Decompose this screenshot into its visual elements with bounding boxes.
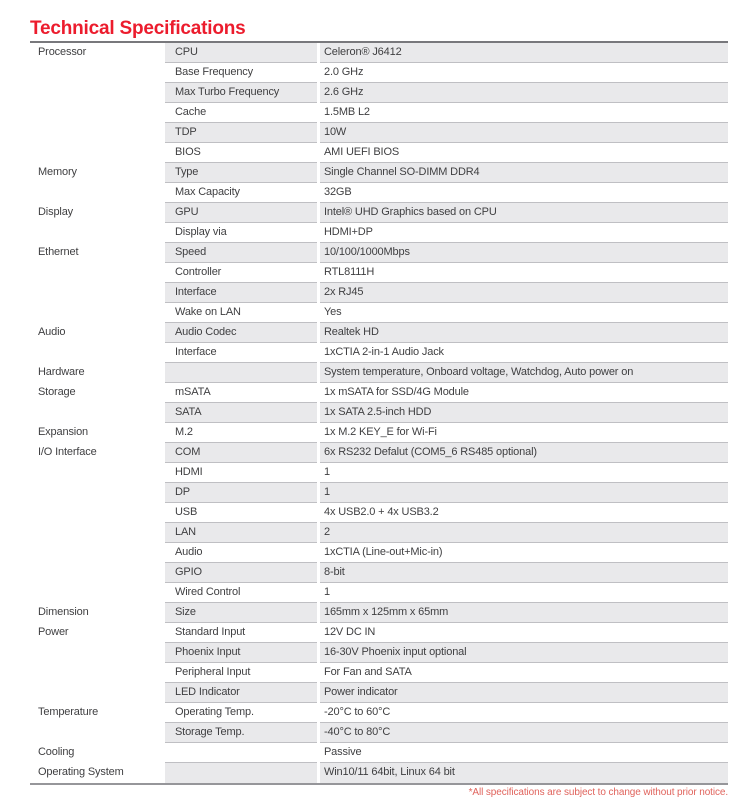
row-category [30,123,165,143]
table-row [30,703,728,723]
table-row [30,63,728,83]
row-category [30,63,165,83]
row-key: Standard Input [165,623,317,643]
row-key: Speed [165,243,317,263]
row-value: 2.0 GHz [320,63,728,83]
row-value: 1x mSATA for SSD/4G Module [320,383,728,403]
row-key: Cache [165,103,317,123]
row-key: Interface [165,343,317,363]
table-row [30,103,728,123]
row-category [30,723,165,743]
table-row [30,223,728,243]
row-key: LAN [165,523,317,543]
table-row [30,403,728,423]
row-value: 1.5MB L2 [320,103,728,123]
row-category: Dimension [30,603,165,623]
row-category: Power [30,623,165,643]
row-value: 12V DC IN [320,623,728,643]
row-value: 1 [320,583,728,603]
table-row [30,603,728,623]
row-key: Base Frequency [165,63,317,83]
row-value: System temperature, Onboard voltage, Watchdog, Auto power on [320,363,728,383]
row-value: Realtek HD [320,323,728,343]
table-row [30,163,728,183]
row-key: Size [165,603,317,623]
row-category [30,143,165,163]
table-row [30,503,728,523]
row-key: Audio [165,543,317,563]
row-value: 32GB [320,183,728,203]
row-category [30,403,165,423]
row-key: Max Turbo Frequency [165,83,317,103]
row-key: Operating Temp. [165,703,317,723]
table-row [30,323,728,343]
row-key: Phoenix Input [165,643,317,663]
row-category [30,343,165,363]
row-value: Win10/11 64bit, Linux 64 bit [320,763,728,783]
row-key: Wired Control [165,583,317,603]
table-row [30,183,728,203]
row-key: GPU [165,203,317,223]
row-key: COM [165,443,317,463]
row-value: Celeron® J6412 [320,43,728,63]
row-value: 1 [320,463,728,483]
row-key: Max Capacity [165,183,317,203]
table-row [30,563,728,583]
row-category: I/O Interface [30,443,165,463]
table-row [30,283,728,303]
table-row [30,543,728,563]
row-key [165,743,317,763]
table-row [30,423,728,443]
table-row [30,83,728,103]
row-key: Interface [165,283,317,303]
table-row [30,243,728,263]
row-key: HDMI [165,463,317,483]
spec-table [30,41,728,785]
row-value: 1xCTIA 2-in-1 Audio Jack [320,343,728,363]
row-category: Storage [30,383,165,403]
table-row [30,483,728,503]
row-category: Display [30,203,165,223]
row-value: 8-bit [320,563,728,583]
row-category [30,543,165,563]
table-row [30,123,728,143]
row-key: Controller [165,263,317,283]
row-key: LED Indicator [165,683,317,703]
row-value: 165mm x 125mm x 65mm [320,603,728,623]
row-category: Temperature [30,703,165,723]
table-row [30,203,728,223]
table-row [30,723,728,743]
row-key: Peripheral Input [165,663,317,683]
row-value: 10W [320,123,728,143]
row-value: 1x M.2 KEY_E for Wi-Fi [320,423,728,443]
table-row [30,763,728,783]
row-category [30,483,165,503]
table-row [30,463,728,483]
row-value: 2 [320,523,728,543]
row-value: Power indicator [320,683,728,703]
table-row [30,443,728,463]
row-category: Operating System [30,763,165,783]
footnote: *All specifications are subject to change without prior notice. [468,787,728,798]
table-row [30,263,728,283]
row-category: Ethernet [30,243,165,263]
table-row [30,683,728,703]
row-value: 1x SATA 2.5-inch HDD [320,403,728,423]
row-value: HDMI+DP [320,223,728,243]
row-value: 10/100/1000Mbps [320,243,728,263]
row-key: Display via [165,223,317,243]
row-category [30,223,165,243]
row-category: Memory [30,163,165,183]
row-category [30,263,165,283]
row-value: RTL8111H [320,263,728,283]
row-category [30,683,165,703]
row-key: TDP [165,123,317,143]
row-key: BIOS [165,143,317,163]
table-row [30,383,728,403]
row-category [30,83,165,103]
row-key: mSATA [165,383,317,403]
row-category [30,183,165,203]
row-category [30,283,165,303]
row-category [30,463,165,483]
row-key: DP [165,483,317,503]
row-key: USB [165,503,317,523]
row-category [30,523,165,543]
row-value: 4x USB2.0 + 4x USB3.2 [320,503,728,523]
table-row [30,303,728,323]
row-key: GPIO [165,563,317,583]
row-category [30,103,165,123]
row-value: 2.6 GHz [320,83,728,103]
row-value: Passive [320,743,728,763]
row-value: 1xCTIA (Line-out+Mic-in) [320,543,728,563]
table-row [30,143,728,163]
row-category: Audio [30,323,165,343]
row-category [30,503,165,523]
row-value: -40°C to 80°C [320,723,728,743]
row-key [165,763,317,783]
row-value: For Fan and SATA [320,663,728,683]
row-category: Processor [30,43,165,63]
row-key: Storage Temp. [165,723,317,743]
table-row [30,623,728,643]
table-row [30,743,728,763]
row-key: Audio Codec [165,323,317,343]
row-value: 16-30V Phoenix input optional [320,643,728,663]
row-value: Single Channel SO-DIMM DDR4 [320,163,728,183]
row-value: Yes [320,303,728,323]
table-row [30,583,728,603]
table-row [30,663,728,683]
row-category [30,583,165,603]
row-category [30,643,165,663]
row-value: -20°C to 60°C [320,703,728,723]
row-key: SATA [165,403,317,423]
row-key: M.2 [165,423,317,443]
row-value: 1 [320,483,728,503]
table-row [30,343,728,363]
table-row [30,523,728,543]
row-key: Type [165,163,317,183]
row-value: AMI UEFI BIOS [320,143,728,163]
row-value: 6x RS232 Defalut (COM5_6 RS485 optional) [320,443,728,463]
row-category [30,563,165,583]
table-row [30,643,728,663]
row-category: Expansion [30,423,165,443]
row-value: Intel® UHD Graphics based on CPU [320,203,728,223]
row-category: Hardware [30,363,165,383]
row-key [165,363,317,383]
row-category [30,663,165,683]
row-key: CPU [165,43,317,63]
table-row [30,43,728,63]
row-category [30,303,165,323]
row-key: Wake on LAN [165,303,317,323]
table-row [30,363,728,383]
page-title: Technical Specifications [30,17,246,39]
row-value: 2x RJ45 [320,283,728,303]
row-category: Cooling [30,743,165,763]
